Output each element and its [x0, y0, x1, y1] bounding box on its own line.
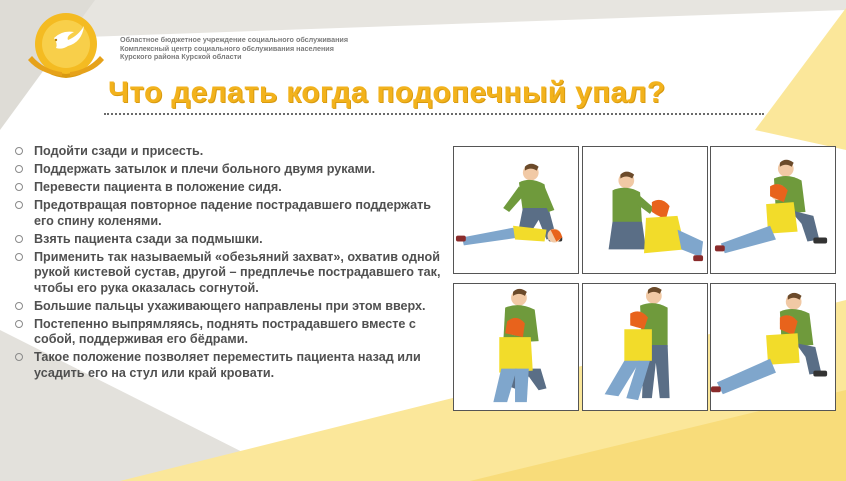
step-text: Взять пациента сзади за подмышки. [34, 231, 263, 246]
illustration-panel-2 [582, 146, 708, 274]
list-item [14, 299, 446, 315]
list-item [14, 250, 446, 297]
list-item [14, 317, 446, 348]
circle-bullet-icon [15, 165, 23, 173]
title-divider [104, 113, 764, 115]
sitting-patient-illustration [711, 147, 835, 273]
illustration-panel-4 [453, 283, 579, 411]
illustration-panel-5 [582, 283, 708, 411]
moving-patient-illustration [711, 284, 835, 410]
lifting-patient-illustration [583, 284, 707, 410]
step-text: Такое положение позволяет переместить пациента назад или усадить его на стул или край кровати. [34, 350, 421, 380]
circle-bullet-icon [15, 147, 23, 155]
logo [18, 10, 114, 80]
illustration-panel-6 [710, 283, 836, 411]
step-text: Поддержать затылок и плечи больного двумя руками. [34, 161, 376, 176]
step-text: Подойти сзади и присесть. [34, 144, 204, 158]
organization-line: Комплексный центр социального обслуживания населения [120, 43, 334, 53]
kneeling-caregiver-illustration [454, 147, 578, 273]
supporting-head-illustration [583, 147, 707, 273]
step-text: Применить так называемый «обезьяний захват», охватив одной рукой кистевой сустав, другой – предплечье пострадавшего так, чтобы его рука оказалась согнутой. [34, 249, 441, 295]
list-item [14, 350, 446, 381]
list-item [14, 198, 446, 229]
armpit-grip-illustration [454, 284, 578, 410]
illustration-panel-3 [710, 146, 836, 274]
organization-line: Областное бюджетное учреждение социального обслуживания [120, 35, 349, 44]
step-text: Перевести пациента в положение сидя. [34, 179, 282, 194]
step-text: Постепенно выпрямляясь, поднять пострадавшего вместе с собой, поддерживая его бёдрами. [34, 316, 416, 347]
circle-bullet-icon [15, 235, 23, 243]
organization-name [120, 36, 348, 62]
page-title: Что делать когда подопечный упал? [108, 76, 666, 109]
step-text: Предотвращая повторное падение пострадавшего поддержать его спину коленями. [34, 197, 432, 228]
circle-bullet-icon [15, 320, 23, 328]
list-item [14, 232, 446, 248]
steps-list [14, 144, 446, 384]
circle-bullet-icon [15, 353, 23, 361]
circle-bullet-icon [15, 253, 23, 261]
circle-bullet-icon [15, 201, 23, 209]
organization-line: Курского района Курской области [120, 52, 242, 62]
list-item [14, 162, 446, 178]
circle-bullet-icon [15, 302, 23, 310]
circle-bullet-icon [15, 183, 23, 191]
illustration-panel-1 [453, 146, 579, 274]
step-text: Большие пальцы ухаживающего направлены при этом вверх. [34, 298, 426, 313]
dove-hands-logo-icon [18, 10, 114, 80]
list-item [14, 144, 446, 160]
list-item [14, 180, 446, 196]
